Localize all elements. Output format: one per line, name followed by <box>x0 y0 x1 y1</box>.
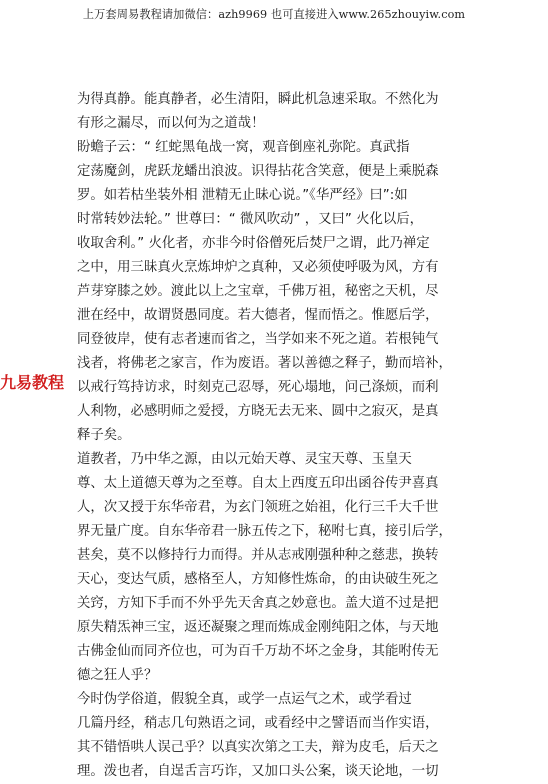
text-line: 之中，用三昧真火烹炼坤炉之真种，又必须使呼吸为风，方有 <box>77 260 439 275</box>
text-line: 尊、太上道德天尊为之至尊。自太上西度五印出函谷传尹喜真 <box>77 476 439 491</box>
text-line: 几篇丹经，稍志几句熟语之词，或看经中之譬语而当作实语， <box>77 716 439 731</box>
text-line: 今时伪学俗道，假貌全真，或学一点运气之术，或学看过 <box>77 692 412 707</box>
text-line: 人，次又授于东华帝君，为玄门领班之始祖，化行三千大千世 <box>77 500 439 515</box>
text-line: 释子矣。 <box>77 428 131 443</box>
text-line: 泄在经中，故谓贤愚同度。若大德者，惺而悟之。惟愿后学， <box>77 308 439 323</box>
text-line: 天心，变达气质，感格至人，方知修性炼命，的由诀破生死之 <box>77 572 439 587</box>
text-line: 原失精炁神三宝，返还凝聚之理而炼成金刚纯阳之体，与天地 <box>77 620 439 635</box>
text-line: 时常转妙法轮。” 世尊曰：“ 微风吹动” ，又曰” 火化以后， <box>77 212 424 227</box>
text-line: 德之狂人乎？ <box>77 668 158 683</box>
text-line: 界无量广度。自东华帝君一脉五传之下，秘咐七真，接引后学， <box>77 524 452 539</box>
text-line: 收取舍利。” 火化者，亦非今时俗僧死后焚尸之谓，此乃禅定 <box>77 236 430 251</box>
text-line: 古佛金仙而同齐位也，可为百千万劫不坏之金身，其能咐传无 <box>77 644 439 659</box>
text-line: 同登彼岸，使有志者速而省之，当学如来不死之道。若根钝气 <box>77 332 439 347</box>
text-line: 以戒行笃持访求，时刻克己忍辱，死心塌地，问己涤烦，而利 <box>77 380 439 395</box>
text-line: 其不错悟哄人误己乎？以真实次第之工夫，辩为皮毛，后天之 <box>77 740 439 755</box>
text-line: 人利物，必感明师之爱授，方晓无去无来、圆中之寂灭，是真 <box>77 404 439 419</box>
text-line: 芦芽穿膝之妙。渡此以上之宝章，千佛万祖，秘密之天机，尽 <box>77 284 439 299</box>
text-line: 为得真静。能真静者，必生清阳，瞬此机急速采取。不然化为 <box>77 92 439 107</box>
text-line: 浅者，将佛老之家言，作为废语。著以善德之释子，勤而培补， <box>77 356 452 371</box>
page-header-ad: 上万套周易教程请加微信：azh9969 也可直接进入www.265zhouyiw.com <box>82 8 466 21</box>
text-line: 关窍，方知下手而不外乎先天舍真之妙意也。盖大道不过是把 <box>77 596 439 611</box>
watermark-logo: 九易教程 <box>0 373 65 392</box>
text-line: 盼蟾子云：“ 红蛇黑龟战一窝，观音倒座礼弥陀。真武指 <box>77 140 410 155</box>
text-line: 甚矣，莫不以修持行力而得。并从志戒刚强种种之慈悲，换转 <box>77 548 439 563</box>
text-line: 理。泼也者，自逞舌言巧诈，又加口头公案，谈天论地，一切 <box>77 764 439 779</box>
text-line: 道教者，乃中华之源，由以元始天尊、灵宝天尊、玉皇天 <box>77 452 412 467</box>
text-line: 罗。如若枯坐装外相 泄精无止昧心说。”《华严经》曰”:如 <box>77 188 408 203</box>
text-line: 定荡魔剑，虎跃龙蟠出浪波。识得拈花含笑意，便是上乘脱森 <box>77 164 439 179</box>
text-line: 有形之漏尽，而以何为之道哉！ <box>77 116 265 131</box>
